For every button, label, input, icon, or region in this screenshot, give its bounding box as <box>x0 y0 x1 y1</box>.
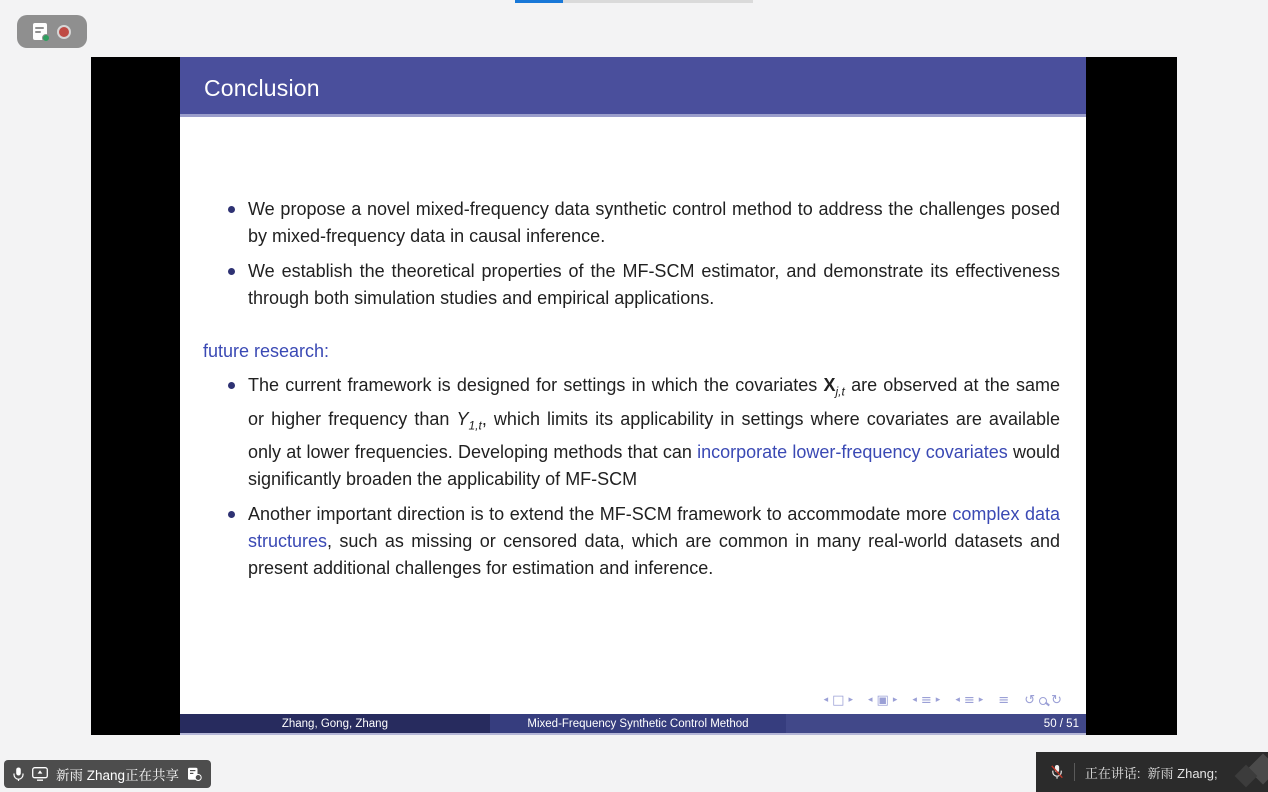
slide-header <box>180 57 1086 114</box>
speaker-name: 新雨 Zhang; <box>1147 765 1218 781</box>
subsection-icon: ≡ <box>920 693 932 708</box>
next-slide-icon: ▸ <box>848 695 853 705</box>
next-subsection-icon: ▸ <box>935 695 941 705</box>
prev-subsection-icon: ◂ <box>912 695 917 705</box>
bullet-text-part: would significantly broaden the applicability of MF-SCM <box>248 442 1061 490</box>
subsection-nav <box>912 694 940 707</box>
bullet-text-part: Another important direction is to extend the MF-SCM framework to accommodate more <box>248 504 953 525</box>
recording-doc-icon[interactable] <box>33 23 47 40</box>
divider <box>1074 763 1075 781</box>
frame-icon: ▣ <box>876 693 889 708</box>
bullet-text-part: The current framework is designed for settings in which the covariates <box>248 375 824 395</box>
bullet-item <box>248 258 1060 312</box>
appendix-nav <box>998 694 1009 707</box>
math-subscript: j,t <box>835 384 845 399</box>
search-icon <box>1039 697 1047 705</box>
section-icon: ≡ <box>963 693 975 708</box>
future-research-heading: future research: <box>203 341 330 361</box>
sharing-status-text: 新雨 Zhang正在共享 <box>56 768 180 783</box>
recording-indicator-pill[interactable] <box>17 15 87 48</box>
bullet-text-part: , such as missing or censored data, which are common in many real-world datasets and present additional challenges for estimation and inference. <box>248 531 1060 579</box>
slide-link: complex data structures <box>248 504 1060 552</box>
slide-nav <box>824 694 853 707</box>
slide-body <box>180 196 1086 582</box>
next-frame-icon: ▸ <box>892 695 898 705</box>
math-covariate-x: X <box>823 375 836 395</box>
bullet-icon <box>228 511 235 518</box>
bullet-item <box>248 501 1060 582</box>
footer-accent-strip <box>180 733 1086 735</box>
slide-icon: □ <box>832 693 845 708</box>
bullet-icon <box>228 382 235 389</box>
footer-short-title: Mixed-Frequency Synthetic Control Method <box>490 714 786 733</box>
sharing-status-banner <box>4 760 211 788</box>
active-speaker-banner <box>1036 752 1268 792</box>
forward-icon: ↻ <box>1051 693 1062 708</box>
record-dot-icon[interactable] <box>57 25 71 39</box>
prev-slide-icon: ◂ <box>823 695 829 705</box>
microphone-muted-icon[interactable] <box>1050 763 1064 781</box>
bullet-text-part: , which limits its applicability in settings where covariates are available only at lower frequencies. Developing methods that can <box>248 408 1060 463</box>
slide-title: Conclusion <box>204 75 320 101</box>
screen-share-icon <box>32 767 48 781</box>
meeting-brand-logo <box>1228 752 1268 792</box>
slide-link: incorporate lower-frequency covariates <box>697 442 1008 463</box>
shared-screen-stage <box>91 57 1177 735</box>
beamer-navigation-symbols <box>824 694 1062 707</box>
prev-section-icon: ◂ <box>955 695 960 705</box>
bullet-text: We establish the theoretical properties of the MF-SCM estimator, and demonstrate its effectiveness through both simulation studies and empirical applications. <box>248 261 1060 308</box>
top-toolbar-handle-active[interactable] <box>515 0 563 3</box>
next-section-icon: ▸ <box>978 695 984 705</box>
bullet-text-part: are observed at the same or higher frequency than <box>248 375 1060 429</box>
prev-frame-icon: ◂ <box>867 695 873 705</box>
frame-nav <box>868 694 897 707</box>
bullet-text: We propose a novel mixed-frequency data synthetic control method to address the challenges posed by mixed-frequency data in causal inference. <box>248 199 1060 246</box>
footer-authors: Zhang, Gong, Zhang <box>180 714 490 733</box>
bullet-item <box>248 196 1060 250</box>
top-toolbar-handle-track[interactable] <box>563 0 753 3</box>
history-nav <box>1024 694 1062 707</box>
shared-doc-icon <box>187 767 202 781</box>
presentation-slide <box>180 57 1086 735</box>
math-subscript: 1,t <box>468 418 482 433</box>
recording-status-badge <box>42 34 50 42</box>
slide-footer <box>180 714 1086 733</box>
appendix-icon: ≡ <box>998 693 1010 708</box>
math-outcome-y: Y <box>456 408 469 429</box>
back-icon: ↺ <box>1024 693 1036 708</box>
speaking-label: 正在讲话: <box>1084 765 1141 781</box>
header-accent-strip <box>180 114 1086 117</box>
bullet-icon <box>228 268 235 275</box>
bullet-icon <box>228 206 235 213</box>
microphone-icon <box>13 767 24 782</box>
bullet-item <box>248 372 1060 493</box>
section-nav <box>955 694 983 707</box>
footer-page-number: 50 / 51 <box>786 714 1086 733</box>
